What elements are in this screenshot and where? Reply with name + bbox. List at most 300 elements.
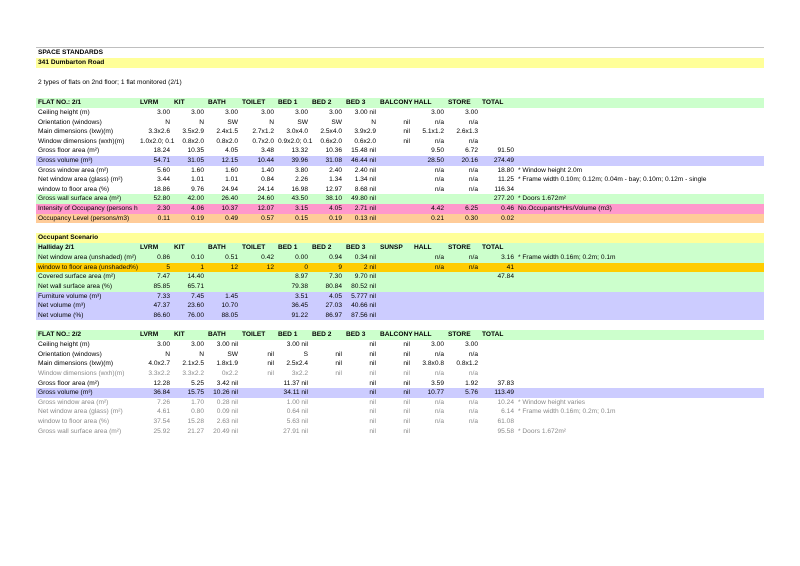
row-label: window to floor area (%) xyxy=(38,185,110,193)
cell: 7.47 xyxy=(157,273,170,281)
cell: n/a xyxy=(468,185,478,193)
row-label: Main dimensions (lxw)(m) xyxy=(38,128,114,136)
cell xyxy=(482,292,514,302)
note-row xyxy=(36,78,764,88)
cell: 1.92 xyxy=(465,379,478,387)
cell: 86.60 xyxy=(153,311,170,319)
cell: nil xyxy=(403,128,410,136)
cell: nil xyxy=(403,350,410,358)
cell: S xyxy=(303,350,308,358)
cell: 2.7x1.2 xyxy=(252,128,274,136)
cell: n/a xyxy=(468,418,478,426)
cell: 3.8x0.8 xyxy=(422,360,444,368)
cell: 10.35 xyxy=(187,147,204,155)
cell: n/a xyxy=(468,370,478,378)
cell xyxy=(448,282,478,292)
cell: 1.34 xyxy=(329,176,342,184)
column-header: BED 3 xyxy=(346,244,366,252)
cell xyxy=(482,301,514,311)
cell: 86.97 xyxy=(325,311,342,319)
cell: 10.37 xyxy=(221,204,238,212)
cell: 4.05 xyxy=(329,292,342,300)
cell: 9.70 nil xyxy=(354,273,376,281)
cell: 3.00 xyxy=(191,109,204,116)
cell: 3.00 nil xyxy=(354,109,376,116)
cell: 274.49 xyxy=(493,156,514,164)
cell: 3.48 xyxy=(261,147,274,155)
cell xyxy=(448,194,478,204)
table-row xyxy=(36,263,764,273)
column-header: BALCONY xyxy=(380,331,413,339)
cell: 6.14 xyxy=(501,408,514,416)
cell: 10.77 xyxy=(427,389,444,397)
cell: 43.50 xyxy=(291,195,308,203)
cell xyxy=(448,272,478,282)
row-label: Main dimensions (lxw)(m) xyxy=(38,360,114,368)
column-header: BED 3 xyxy=(346,331,366,339)
cell: SW xyxy=(227,350,238,358)
cell: 3.00 xyxy=(157,341,170,349)
cell: 1.34 nil xyxy=(354,176,376,184)
cell xyxy=(448,292,478,302)
cell xyxy=(380,204,410,214)
cell: 61.08 xyxy=(497,418,514,426)
cell xyxy=(380,263,410,273)
cell xyxy=(312,407,342,417)
table-row xyxy=(36,118,764,128)
cell: 3.44 xyxy=(157,176,170,184)
header-row xyxy=(36,98,764,108)
cell xyxy=(312,340,342,350)
column-header: TOILET xyxy=(242,99,266,106)
table-row xyxy=(36,369,764,379)
cell: 24.14 xyxy=(257,185,274,193)
cell: 3.00 xyxy=(465,341,478,349)
cell: 6.72 xyxy=(465,147,478,155)
cell: 80.84 xyxy=(325,282,342,290)
cell: 10.70 xyxy=(221,302,238,310)
cell: N xyxy=(199,350,204,358)
cell: 3.0x4.0 xyxy=(286,128,308,136)
cell: n/a xyxy=(434,263,444,271)
cell: 1.70 xyxy=(191,398,204,406)
cell: 3.00 xyxy=(465,109,478,116)
cell: nil xyxy=(403,408,410,416)
cell: 0.34 nil xyxy=(354,254,376,262)
cell: n/a xyxy=(468,254,478,262)
cell xyxy=(312,379,342,389)
cell: 3.16 xyxy=(501,254,514,262)
row-label: Ceiling height (m) xyxy=(38,109,90,116)
cell: 54.71 xyxy=(153,156,170,164)
cell xyxy=(242,292,274,302)
cell: 20.49 nil xyxy=(213,427,238,435)
cell xyxy=(482,108,514,118)
cell: 3x2.2 xyxy=(291,370,308,378)
cell: 0.49 xyxy=(225,214,238,222)
row-label: Covered surface area (m²) xyxy=(38,273,116,281)
cell: 12 xyxy=(266,263,274,271)
row-label: Occupancy Level (persons/m3) xyxy=(38,214,130,222)
cell: 3.00 xyxy=(191,341,204,349)
cell: n/a xyxy=(468,166,478,174)
cell xyxy=(242,340,274,350)
cell: n/a xyxy=(434,418,444,426)
cell: n/a xyxy=(434,176,444,184)
cell: 0.28 nil xyxy=(216,398,238,406)
column-header: STORE xyxy=(448,99,471,106)
row-label: Furniture volume (m³) xyxy=(38,292,102,300)
cell xyxy=(414,272,444,282)
cell: nil xyxy=(403,137,410,145)
cell xyxy=(208,282,238,292)
cell xyxy=(380,272,410,282)
cell: 28.50 xyxy=(427,156,444,164)
cell: 3.00 xyxy=(295,109,308,116)
cell: 2.63 nil xyxy=(216,418,238,426)
cell: 8.97 xyxy=(295,273,308,281)
cell: 1.60 xyxy=(191,166,204,174)
address: 341 Dumbarton Road xyxy=(38,59,105,66)
cell: 0.10 xyxy=(191,254,204,262)
row-label: Net volume (%) xyxy=(38,311,84,319)
cell: 39.96 xyxy=(291,156,308,164)
cell: 4.06 xyxy=(191,204,204,212)
row-label: Ceiling height (m) xyxy=(38,341,90,349)
cell xyxy=(242,282,274,292)
row-label: Net window area (glass) (m²) xyxy=(38,176,123,184)
cell: n/a xyxy=(468,118,478,126)
cell: 0.84 xyxy=(261,176,274,184)
cell: n/a xyxy=(434,398,444,406)
table-row xyxy=(36,137,764,147)
spreadsheet xyxy=(36,47,764,436)
cell: 47.84 xyxy=(497,273,514,281)
cell: 15.28 xyxy=(187,418,204,426)
cell: 0.64 nil xyxy=(286,408,308,416)
column-header: BATH xyxy=(208,331,226,339)
cell: nil xyxy=(403,418,410,426)
row-note: * Frame width 0.16m; 0.2m; 0.1m xyxy=(518,408,616,416)
column-header: BED 1 xyxy=(278,331,298,339)
cell: N xyxy=(165,350,170,358)
cell: 9.50 xyxy=(431,147,444,155)
cell: 20.16 xyxy=(461,156,478,164)
cell: nil xyxy=(369,370,376,378)
cell xyxy=(380,108,410,118)
cell: 277.20 xyxy=(493,195,514,203)
cell: 2.30 xyxy=(157,204,170,212)
row-label: window to floor area (unshaded%) xyxy=(38,263,139,271)
table-row xyxy=(36,407,764,417)
cell: 2.1x2.5 xyxy=(182,360,204,368)
cell xyxy=(414,282,444,292)
cell: 18.86 xyxy=(153,185,170,193)
cell: nil xyxy=(267,360,274,368)
cell: 0.09 nil xyxy=(216,408,238,416)
cell: n/a xyxy=(434,118,444,126)
row-label: Gross floor area (m²) xyxy=(38,379,100,387)
row-note: * Doors 1.672m² xyxy=(518,195,567,203)
column-header: LVRM xyxy=(140,244,159,252)
table-title: Halliday 2/1 xyxy=(38,244,75,252)
cell: 2.26 xyxy=(295,176,308,184)
note: 2 types of flats on 2nd floor; 1 flat monitored (2/1) xyxy=(38,79,182,86)
cell: 91.22 xyxy=(291,311,308,319)
flat-2-2-table xyxy=(36,330,764,436)
cell: nil xyxy=(335,350,342,358)
cell xyxy=(242,311,274,321)
cell xyxy=(242,417,274,427)
table-row xyxy=(36,175,764,185)
cell xyxy=(414,301,444,311)
cell: SW xyxy=(227,118,238,126)
cell: 0.19 xyxy=(191,214,204,222)
column-header: BATH xyxy=(208,99,226,106)
cell: nil xyxy=(403,370,410,378)
cell: n/a xyxy=(468,408,478,416)
cell: 1.8x1.9 xyxy=(216,360,238,368)
cell: 0x2.2 xyxy=(221,370,238,378)
cell: 0.57 xyxy=(261,214,274,222)
cell: 2.71 nil xyxy=(354,204,376,212)
cell: n/a xyxy=(434,408,444,416)
cell: 0.19 xyxy=(329,214,342,222)
title-row xyxy=(36,47,764,58)
cell: 37.83 xyxy=(497,379,514,387)
cell: 3.00 xyxy=(329,109,342,116)
cell: nil xyxy=(267,370,274,378)
column-header: HALL xyxy=(414,244,432,252)
cell: 9 xyxy=(338,263,342,271)
table-row xyxy=(36,301,764,311)
cell: 2 nil xyxy=(363,263,376,271)
row-label: Window dimensions (wxh)(m) xyxy=(38,137,125,145)
column-header: KIT xyxy=(174,99,185,106)
cell xyxy=(242,301,274,311)
column-header: BED 1 xyxy=(278,99,298,106)
cell: 0.13 nil xyxy=(354,214,376,222)
cell: 10.44 xyxy=(257,156,274,164)
cell: nil xyxy=(369,408,376,416)
cell xyxy=(380,214,410,224)
cell: 18.24 xyxy=(153,147,170,155)
cell: 9.76 xyxy=(191,185,204,193)
table-row xyxy=(36,272,764,282)
table-row xyxy=(36,379,764,389)
row-label: Gross window area (m²) xyxy=(38,166,109,174)
column-header: BED 1 xyxy=(278,244,298,252)
row-label: Window dimensions (wxh)(m) xyxy=(38,370,125,378)
row-label: Gross wall surface area (m²) xyxy=(38,195,122,203)
cell: nil xyxy=(369,379,376,387)
cell: 12 xyxy=(230,263,238,271)
cell: 79.38 xyxy=(291,282,308,290)
cell: nil xyxy=(403,389,410,397)
cell: 31.05 xyxy=(187,156,204,164)
table-row xyxy=(36,204,764,214)
cell: 5.60 xyxy=(157,166,170,174)
cell: 0.51 xyxy=(225,254,238,262)
row-label: Gross volume (m³) xyxy=(38,156,93,164)
cell: 2.6x1.3 xyxy=(456,128,478,136)
cell: 3.00 xyxy=(431,341,444,349)
cell: 0.15 xyxy=(295,214,308,222)
cell: 0.42 xyxy=(261,254,274,262)
table-row xyxy=(36,417,764,427)
cell: 0.00 xyxy=(295,254,308,262)
cell: nil xyxy=(403,379,410,387)
cell: 0.94 xyxy=(329,254,342,262)
cell: 37.54 xyxy=(153,418,170,426)
cell: nil xyxy=(369,418,376,426)
cell xyxy=(414,427,444,437)
cell xyxy=(380,292,410,302)
cell xyxy=(312,427,342,437)
cell: 87.56 nil xyxy=(351,311,376,319)
table-row xyxy=(36,340,764,350)
cell: nil xyxy=(369,427,376,435)
cell: nil xyxy=(369,360,376,368)
table-row xyxy=(36,388,764,398)
cell: 0.7x2.0 xyxy=(252,137,274,145)
address-row xyxy=(36,58,764,68)
row-note: * Doors 1.672m² xyxy=(518,427,567,435)
row-label: Net wall surface area (%) xyxy=(38,282,113,290)
flat-2-1-table xyxy=(36,98,764,223)
cell: 0.02 xyxy=(501,214,514,222)
cell: 7.45 xyxy=(191,292,204,300)
cell xyxy=(482,137,514,147)
row-label: Gross volume (m³) xyxy=(38,389,93,397)
cell: N xyxy=(371,118,376,126)
cell: 21.27 xyxy=(187,427,204,435)
cell: 0.46 xyxy=(501,204,514,212)
cell xyxy=(482,282,514,292)
cell: SW xyxy=(297,118,308,126)
table-row xyxy=(36,398,764,408)
cell: 12.28 xyxy=(153,379,170,387)
table-row xyxy=(36,253,764,263)
column-header: HALL xyxy=(414,99,432,106)
cell: 3.51 xyxy=(295,292,308,300)
cell: 0.6x2.0 xyxy=(320,137,342,145)
row-label: Net window area (glass) (m²) xyxy=(38,408,123,416)
cell xyxy=(380,146,410,156)
cell: 31.08 xyxy=(325,156,342,164)
row-note: No.Occupants*Hrs/Volume (m3) xyxy=(518,204,612,212)
cell: n/a xyxy=(468,263,478,271)
cell: 25.92 xyxy=(153,427,170,435)
cell: 7.33 xyxy=(157,292,170,300)
column-header: TOILET xyxy=(242,331,266,339)
cell: 80.52 nil xyxy=(351,282,376,290)
cell: 16.98 xyxy=(291,185,308,193)
cell xyxy=(482,350,514,360)
row-note: * Frame width 0.10m; 0.12m; 0.04m - bay; 0.10m; 0.12m - single xyxy=(518,176,707,184)
cell: 18.80 xyxy=(497,166,514,174)
cell: 3.00 nil xyxy=(286,341,308,349)
column-header: BED 2 xyxy=(312,331,332,339)
column-header: LVRM xyxy=(140,331,159,339)
cell: 4.05 xyxy=(225,147,238,155)
cell xyxy=(242,388,274,398)
cell xyxy=(312,398,342,408)
table-row xyxy=(36,427,764,437)
table-row xyxy=(36,282,764,292)
cell xyxy=(448,427,478,437)
cell xyxy=(448,301,478,311)
cell: 0.8x2.0 xyxy=(182,137,204,145)
cell: nil xyxy=(369,389,376,397)
occupant-title: Occupant Scenario xyxy=(38,234,99,242)
cell: N xyxy=(165,118,170,126)
cell: nil xyxy=(335,360,342,368)
cell xyxy=(242,407,274,417)
cell: 0.9x2.0; 0.1 xyxy=(278,137,313,145)
cell: 3.9x2.9 xyxy=(354,128,376,136)
cell: 12.97 xyxy=(325,185,342,193)
cell: 1.01 xyxy=(191,176,204,184)
cell: 3.5x2.9 xyxy=(182,128,204,136)
cell: 76.00 xyxy=(187,311,204,319)
cell: 3.3x2.2 xyxy=(148,370,170,378)
cell: n/a xyxy=(434,350,444,358)
cell: 5.63 nil xyxy=(286,418,308,426)
cell: 3.00 xyxy=(431,109,444,116)
cell: 8.68 nil xyxy=(354,185,376,193)
cell: nil xyxy=(369,341,376,349)
row-label: Orientation (windows) xyxy=(38,350,102,358)
column-header: HALL xyxy=(414,331,432,339)
table-title: FLAT NO.: 2/2 xyxy=(38,331,82,339)
cell: 5.76 xyxy=(465,389,478,397)
table-row xyxy=(36,359,764,369)
cell: 3.80 xyxy=(295,166,308,174)
cell: 2.5x4.0 xyxy=(320,128,342,136)
table-row xyxy=(36,292,764,302)
cell: nil xyxy=(403,118,410,126)
table-row xyxy=(36,166,764,176)
column-header: TOTAL xyxy=(482,99,504,106)
cell: 3.3x2.6 xyxy=(148,128,170,136)
sheet-title: SPACE STANDARDS xyxy=(38,49,103,56)
cell: 5.1x1.2 xyxy=(422,128,444,136)
cell: 2.5x2.4 xyxy=(286,360,308,368)
cell: 3.3x2.2 xyxy=(182,370,204,378)
cell xyxy=(482,340,514,350)
column-header: TOTAL xyxy=(482,331,504,339)
column-header: BED 2 xyxy=(312,99,332,106)
cell: 15.48 nil xyxy=(351,147,376,155)
cell: n/a xyxy=(434,185,444,193)
cell: 24.60 xyxy=(257,195,274,203)
cell xyxy=(380,301,410,311)
table-row xyxy=(36,146,764,156)
cell xyxy=(242,379,274,389)
row-label: Net window area (unshaded) (m²) xyxy=(38,254,137,262)
cell xyxy=(312,388,342,398)
cell xyxy=(380,166,410,176)
cell xyxy=(482,359,514,369)
cell: 3.00 xyxy=(225,109,238,116)
cell: 40.66 nil xyxy=(351,302,376,310)
row-label: Orientation (windows) xyxy=(38,118,102,126)
cell: 0.8x1.2 xyxy=(456,360,478,368)
cell: n/a xyxy=(468,350,478,358)
cell: 36.84 xyxy=(153,389,170,397)
column-header: KIT xyxy=(174,331,185,339)
